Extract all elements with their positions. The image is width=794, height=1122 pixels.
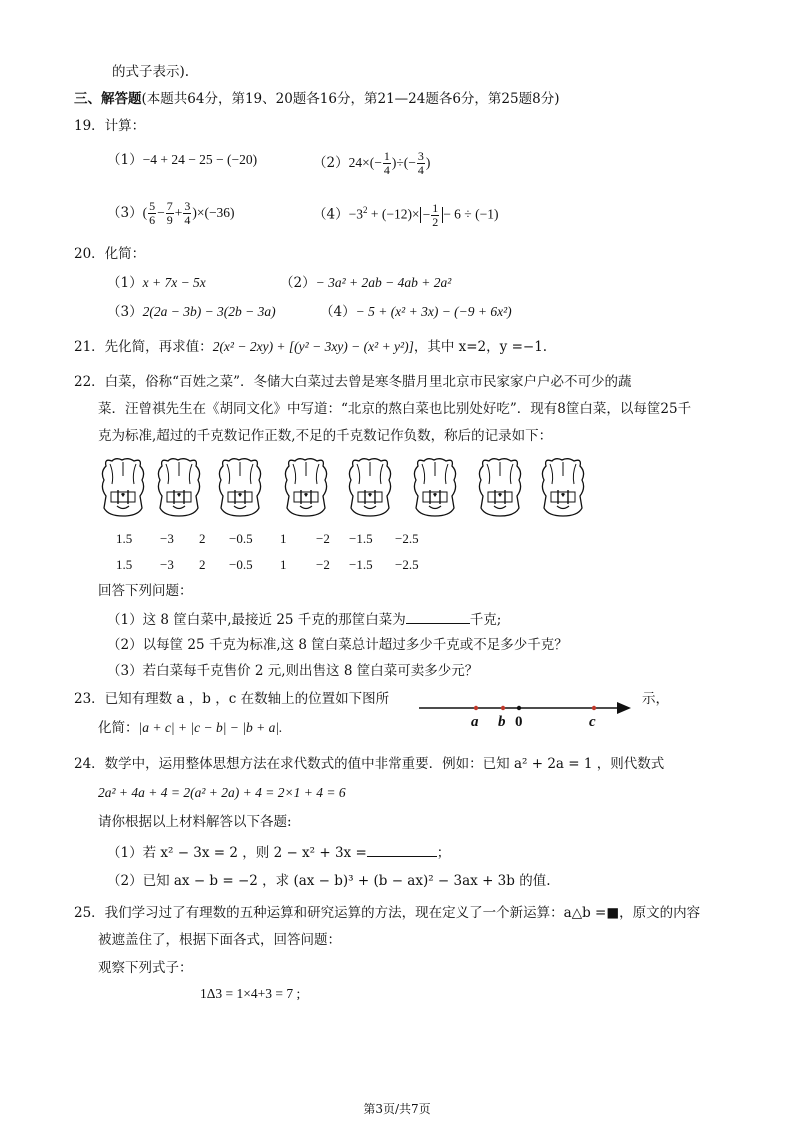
q19-part1: [107, 150, 257, 170]
page-footer: 第3页/共7页: [363, 1102, 431, 1116]
q23-line2: 化简：|a + c| + |c − b| − |b + a|.: [98, 720, 283, 736]
q19-part4: $(4)-3^2 + (-12)\times$ − $\frac{1}{2}$ − 6 ÷ (−1): [313, 200, 499, 229]
weight-value: 1: [280, 557, 287, 572]
weight-value: 2: [199, 531, 206, 546]
fraction: $\frac{3}{4}$: [184, 199, 191, 227]
q24-sub1: （1）若 x² − 3x = 2 ，则 2 − x² + 3x = ；: [107, 842, 450, 863]
q25-line2: 被遮盖住了，根据下面各式，回答问题：: [98, 932, 341, 948]
point-zero: [517, 706, 521, 710]
weight-value: −2: [316, 557, 330, 572]
q24-line1: 24．数学中，运用整体思想方法在求代数式的值中非常重要．例如：已知 a² + 2a = 1 ，则代数式: [74, 756, 665, 772]
q19-heading: 19．计算：: [74, 118, 146, 134]
q22-prompt: 回答下列问题：: [98, 583, 193, 599]
label-a: a: [471, 714, 479, 730]
number-line: [415, 696, 635, 732]
math-expr: − 3a² + 2ab − 4ab + 2a²: [315, 275, 452, 290]
fraction: $\frac{7}{9}$: [166, 199, 173, 227]
answer-blank[interactable]: [367, 842, 437, 857]
section-title: 三、解答题: [74, 91, 142, 107]
q24-sub2: （2）已知 ax − b = −2 ，求 (ax − b)³ + (b − ax)² − 3ax + 3b 的值.: [107, 873, 551, 889]
absolute-value: − $\frac{1}{2}$: [420, 207, 444, 223]
q20-part1: [107, 273, 206, 293]
point-b: [501, 706, 505, 710]
q25-line1: 25．我们学习过了有理数的五种运算和研究运算的方法，现在定义了一个新运算：a△b =■，原文的内容: [74, 905, 701, 921]
q25-line3: 观察下列式子：: [98, 960, 193, 976]
q21-condition: ，其中 x=2，y =−1.: [413, 339, 548, 355]
q19-part3: （3）( $\frac{5}{6}$ − $\frac{7}{9}$ + $\frac{3}{4}$ )×(−36): [107, 199, 235, 227]
q25-equation: 1Δ3 = 1×4+3 = 7 ;: [200, 986, 301, 1001]
section-note: (本题共64分，第19、20题各16分，第21—24题各6分，第25题8分): [141, 91, 560, 107]
q22-sub3: （3）若白菜每千克售价 2 元,则出售这 8 筐白菜可卖多少元？: [107, 663, 479, 679]
cabbage-basket-icon: [154, 456, 204, 518]
weight-value: −0.5: [229, 557, 253, 572]
q24-line2: 2a² + 4a + 4 = 2(a² + 2a) + 4 = 2×1 + 4 = 6: [98, 785, 346, 800]
answer-blank[interactable]: [406, 609, 470, 624]
q22-line3: 克为标准,超过的千克数记作正数,不足的千克数记作负数，称后的记录如下：: [98, 428, 553, 444]
weight-value: −3: [160, 531, 174, 546]
fraction: $\frac{1}{2}$: [432, 200, 439, 229]
part-label: （3）: [107, 205, 143, 221]
weight-value: −2.5: [395, 531, 419, 546]
part-label: （2）: [313, 155, 349, 171]
cabbage-basket-icon: [410, 456, 460, 518]
math-expr: x + 7x − 5x: [142, 275, 206, 290]
math-expr: −4 + 24 − 25 − (−20): [142, 152, 258, 167]
weight-value: −3: [160, 557, 174, 572]
q21: [74, 337, 547, 357]
q20-heading: 20．化简：: [74, 246, 146, 262]
q23-line1-end: 示，: [642, 691, 669, 707]
part-label: （4）: [313, 206, 349, 223]
q22-line1: 22．白菜，俗称“百姓之菜”．冬储大白菜过去曾是寒冬腊月里北京市民家家户户必不可少的蔬: [74, 374, 632, 390]
weight-value: 2: [199, 557, 206, 572]
math-expr: |a + c| + |c − b| − |b + a|.: [138, 720, 283, 735]
q23-line1: 23．已知有理数 a ，b ，c 在数轴上的位置如下图所: [74, 691, 390, 707]
weight-value: −1.5: [349, 557, 373, 572]
fraction: $\frac{3}{4}$: [417, 149, 424, 177]
cabbage-basket-icon: [345, 456, 395, 518]
part-label: （2）: [280, 275, 316, 291]
math-expr: − 5 + (x² + 3x) − (−9 + 6x²): [355, 304, 512, 319]
math-expr: 24×(−: [348, 155, 382, 170]
q20-part4: [320, 302, 512, 322]
part-label: （1）: [107, 275, 143, 291]
cabbage-basket-icon: [215, 456, 265, 518]
q20-part2: [280, 273, 451, 293]
q22-sub1: （1）这 8 筐白菜中,最接近 25 千克的那筐白菜为 千克;: [107, 609, 501, 630]
arrow-icon: [617, 702, 631, 714]
top-continuation: 的式子表示).: [112, 64, 190, 80]
part-label: （1）: [107, 152, 143, 168]
q22-sub2: （2）以每筐 25 千克为标准,这 8 筐白菜总计超过多少千克或不足多少千克？: [107, 637, 568, 653]
part-label: （4）: [320, 304, 356, 320]
cabbage-basket-icon: [98, 456, 148, 518]
section-heading: [74, 89, 559, 109]
cabbage-basket-icon: [538, 456, 588, 518]
point-c: [592, 706, 596, 710]
fraction: $\frac{5}{6}$: [149, 199, 156, 227]
weight-value: −0.5: [229, 531, 253, 546]
label-zero: 0: [515, 714, 523, 730]
label-b: b: [498, 714, 506, 730]
cabbage-basket-icon: [475, 456, 525, 518]
weight-value: −2.5: [395, 557, 419, 572]
cabbage-basket-icon: [281, 456, 331, 518]
label-c: c: [589, 714, 596, 730]
point-a: [474, 706, 478, 710]
weight-value: 1.5: [116, 557, 133, 572]
q21-heading: 21．先化简，再求值：: [74, 339, 213, 355]
weight-value: 1: [280, 531, 287, 546]
weight-value: −1.5: [349, 531, 373, 546]
math-expr: 2(x² − 2xy) + [(y² − 3xy) − (x² + y²)]: [212, 339, 414, 354]
q22-line2: 菜．汪曾祺先生在《胡同文化》中写道：“北京的熬白菜也比别处好吃”．现有8筐白菜，以每筐25千: [98, 401, 692, 417]
math-expr: 2(2a − 3b) − 3(2b − 3a): [142, 304, 276, 319]
q20-part3: [107, 302, 276, 322]
part-label: （3）: [107, 304, 143, 320]
q19-part2: （2）24×(− $\frac{1}{4}$ )÷(− $\frac{3}{4}$ ): [313, 149, 431, 177]
weight-value: −2: [316, 531, 330, 546]
weight-value: 1.5: [116, 531, 133, 546]
q24-line3: 请你根据以上材料解答以下各题:: [98, 814, 292, 830]
fraction: $\frac{1}{4}$: [383, 149, 390, 177]
